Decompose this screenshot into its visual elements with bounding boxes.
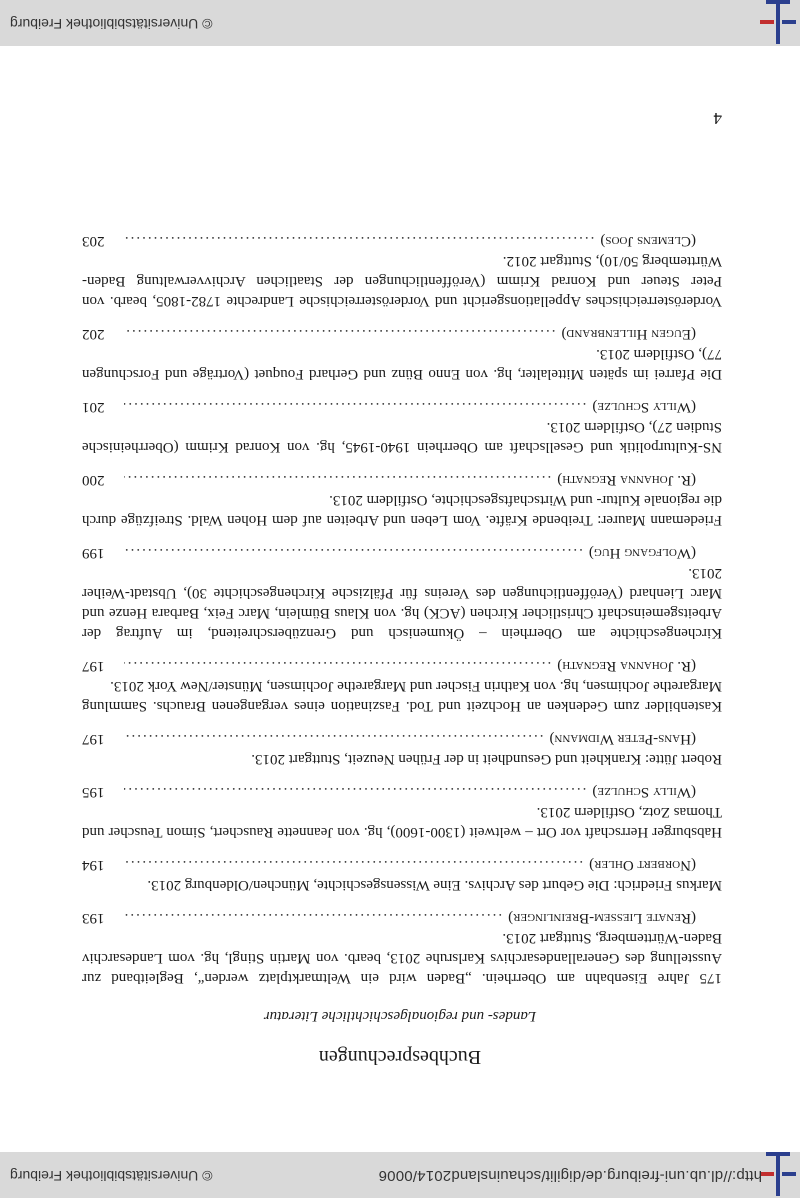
entry-reviewer: (R. Johanna Regnath)	[557, 658, 696, 674]
list-item	[82, 543, 722, 643]
leader-dots	[124, 855, 583, 875]
entry-reviewer: (Hans-Peter Widmann)	[549, 731, 696, 747]
source-url[interactable]: http://dl.ub.uni-freiburg.de/digilit/schauinsland2014/0006	[378, 1167, 762, 1184]
entry-reviewer: (Norbert Ohler)	[589, 857, 696, 873]
entry-reviewer: (Eugen Hillenbrand)	[561, 326, 696, 342]
entry-page: 195	[82, 784, 105, 800]
entry-reviewer: (R. Johanna Regnath)	[557, 472, 696, 488]
list-item	[82, 231, 722, 311]
entry-page: 201	[82, 399, 105, 415]
page-title: Buchbesprechungen	[318, 1046, 482, 1068]
leader-dots	[124, 397, 586, 417]
leader-dots	[124, 908, 502, 928]
footer-copyright: © Universitätsbibliothek Freiburg	[10, 16, 213, 32]
leader-dots	[124, 231, 594, 251]
list-item	[82, 855, 722, 895]
entry-page: 194	[82, 857, 105, 873]
entry-citation: Markus Friedrich: Die Geburt des Archivs. Eine Wissensgeschichte, München/Oldenburg 2013.	[147, 877, 722, 893]
entry-citation: NS-Kulturpolitik und Gesellschaft am Oberrhein 1940-1945, hg. von Konrad Krimm (Oberrheinische Studien 27), Ostfildern 2013.	[82, 419, 722, 455]
entry-page: 200	[82, 472, 105, 488]
leader-dots	[124, 470, 551, 490]
list-item	[82, 908, 722, 988]
leader-dots	[124, 656, 551, 676]
page-number: 4	[713, 109, 722, 128]
list-item	[82, 470, 722, 530]
entry-citation: Habsburger Herrschaft vor Ort – weltweit (1300-1600), hg. von Jeannette Rauschert, Simon Teuscher und Thomas Zotz, Ostfildern 2013.	[82, 804, 722, 840]
section-subtitle: Landes- und regionalgeschichtliche Literatur	[263, 1008, 537, 1024]
entry-reviewer: (Renate Liessem-Breinlinger)	[508, 910, 696, 926]
entry-reviewer: (Willy Schulze)	[592, 399, 696, 415]
list-item	[82, 656, 722, 716]
footer-bar	[0, 0, 800, 46]
entry-page: 202	[82, 326, 105, 342]
list-item	[82, 397, 722, 457]
entry-citation: 175 Jahre Eisenbahn am Oberrhein. „Baden wird ein Weltmarktplatz werden“, Begleitband zur Ausstellung des Generallandesarchivs Karlsruhe 2013, bearb. von Martin Stingl, hg. vom Landesarchiv Baden-Württemberg, Stuttgart 2013.	[82, 930, 722, 986]
entry-citation: Kastenbilder zum Gedenken an Hochzeit und Tod. Faszination eines vergangenen Brauchs. Sammlung Margarethe Jochimsen, hg. von Kathrin Fischer und Margarethe Jochimsen, Münster/New York 2013.	[82, 678, 722, 714]
header-copyright: © Universitätsbibliothek Freiburg	[10, 1168, 213, 1184]
list-item	[82, 324, 722, 384]
entry-citation: Kirchengeschichte am Oberrhein – Ökumenisch und Grenzüberschreitend, im Auftrag der Arbeitsgemeinschaft Christlicher Kirchen (ACK) hg. von Klaus Bümlein, Marc Feix, Barbara Henze und Marc Lienhard (Veröffentlichungen des Vereins für Pfälzische Kirchengeschichte 30), Ubstadt-Weiher 2013.	[82, 565, 722, 641]
leader-dots	[124, 782, 586, 802]
entry-reviewer: (Wolfgang Hug)	[588, 545, 696, 561]
entry-reviewer: (Clemens Joos)	[600, 233, 696, 249]
entry-citation: Friedemann Maurer: Treibende Kräfte. Vom Leben und Arbeiten auf dem Hohen Wald. Streifzüge durch die regionale Kultur- und Wirtschaftsgeschichte, Ostfildern 2013.	[82, 492, 722, 528]
list-item	[82, 729, 722, 769]
entry-page: 197	[82, 658, 105, 674]
entry-page: 203	[82, 233, 105, 249]
review-list	[82, 218, 722, 988]
library-logo-icon	[754, 0, 800, 46]
list-item	[82, 782, 722, 842]
entry-reviewer: (Willy Schulze)	[592, 784, 696, 800]
leader-dots	[124, 543, 583, 563]
header-bar	[0, 1152, 800, 1198]
entry-citation: Robert Jütte: Krankheit und Gesundheit in der Frühen Neuzeit, Stuttgart 2013.	[251, 751, 722, 767]
entry-page: 193	[82, 910, 105, 926]
leader-dots	[124, 729, 543, 749]
entry-citation: Die Pfarrei im späten Mittelalter, hg. von Enno Bünz und Gerhard Fouquet (Vorträge und Forschungen 77), Ostfildern 2013.	[82, 346, 722, 382]
entry-page: 197	[82, 731, 105, 747]
entry-citation: Vorderösterreichisches Appellationsgericht und Vorderösterreichische Landrechte 1782-1805, bearb. von Peter Steuer und Konrad Krimm (Veröffentlichungen der Staatlichen Archivverwaltung Baden-Württemberg 50/10), Stuttgart 2012.	[82, 253, 722, 309]
leader-dots	[124, 324, 555, 344]
entry-page: 199	[82, 545, 105, 561]
